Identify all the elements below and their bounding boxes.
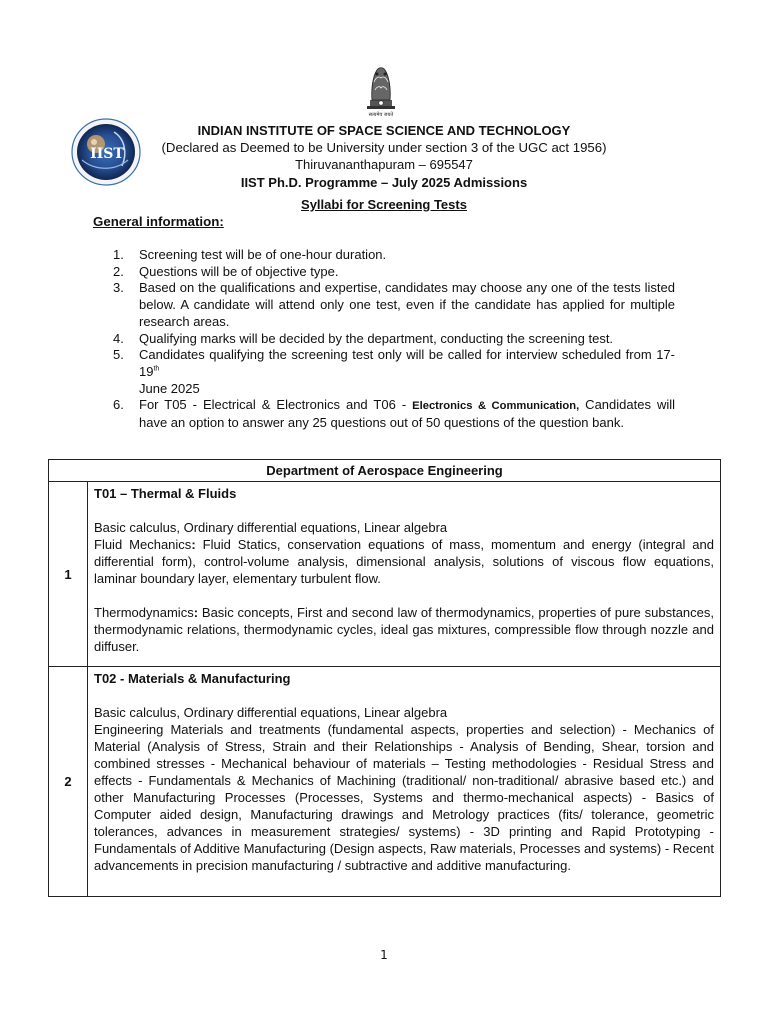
general-information-heading: General information: [93, 214, 224, 229]
thermo-colon: : [193, 605, 199, 620]
table-row [49, 482, 721, 667]
list-number: 5. [113, 347, 124, 363]
row-number: 2 [49, 667, 88, 897]
list-text: For T05 - Electrical & Electronics and T06 - [139, 397, 413, 413]
syllabus-table [48, 459, 721, 897]
programme-title: IIST Ph.D. Programme – July 2025 Admissions [240, 175, 528, 190]
list-text: Qualifying marks will be decided by the department, conducting the screening test. [139, 330, 614, 346]
list-item [113, 247, 675, 264]
department-heading: Department of Aerospace Engineering [49, 460, 721, 482]
list-item [113, 397, 675, 431]
list-item [113, 347, 675, 397]
emblem-motto: सत्यमेव जयते [368, 112, 394, 118]
table-row [49, 667, 721, 897]
materials-para: Engineering Materials and treatments (fundamental aspects, properties and selection) - Mechanics of Material (Analysis of Stress, Strain and their Relationships - Analysis of Bending, Shear, torsion and combined stresses - Mechanical behaviour of materials – Testing methodologies - Residual Stress and effects - Fundamentals & Mechanics of Machining (traditional/ non-traditional/ abrasive based etc.) and other Manufacturing Processes (Processes, Systems and thermo-mechanical aspects) - Basics of Computer aided design, Manufacturing drawings and Metrology practices (fits/ tolerance, geometric tolerances, advances in measurement strategies/ systems) - 3D printing and Rapid Prototyping - Fundamentals of Additive Manufacturing (Design aspects, Raw materials, Processes and systems) - Recent advancements in precision manufacturing / subtractive and additive manufacturing. [94, 722, 714, 873]
thermodynamics-para [94, 604, 714, 655]
list-text: Candidates qualifying the screening test only will be called for interview scheduled from 17-19 [139, 347, 675, 379]
fluid-mechanics-para [94, 536, 714, 587]
institute-address: Thiruvananthapuram – 695547 [295, 157, 473, 172]
university-declaration: (Declared as Deemed to be University under section 3 of the UGC act 1956) [161, 140, 607, 155]
list-text-cont: June 2025 [139, 380, 200, 396]
list-item [113, 280, 675, 330]
list-number: 3. [113, 280, 124, 296]
logo-lettering: IIST [90, 146, 124, 162]
thermo-label: Thermodynamics [94, 605, 194, 620]
fluid-text: Fluid Statics, conservation equations of mass, momentum and energy (integral and differential form), control-volume analysis, dimensional analysis, solutions of viscous flow equations, laminar boundary layer, elementary turbulent flow. [94, 537, 715, 586]
list-item [113, 264, 675, 281]
list-number: 6. [113, 397, 124, 413]
page-number: 1 [380, 948, 388, 962]
syllabi-heading: Syllabi for Screening Tests [301, 197, 467, 212]
test-title: T01 – Thermal & Fluids [94, 486, 237, 501]
list-number: 1. [113, 247, 124, 262]
fluid-label: Fluid Mechanics [94, 537, 192, 552]
list-text: Based on the qualifications and expertise, candidates may choose any one of the tests listed below [139, 280, 675, 313]
list-text: Screening test will be of one-hour duration. [139, 247, 387, 262]
ordinal-suffix: th [153, 365, 160, 373]
thermo-text: Basic concepts, First and second law of thermodynamics, properties of pure substances, thermodynamic relations, thermodynamic cycles, ideal gas mixtures, compressible flow through nozzle and diffuser. [94, 605, 714, 654]
list-text: Questions will be of objective type. [139, 263, 339, 279]
list-number: 2. [113, 263, 124, 279]
national-emblem-icon [361, 62, 401, 118]
row-number: 1 [49, 482, 88, 667]
fluid-colon: : [191, 537, 196, 552]
list-text-cont: Candidates will have an option to answer any 25 questions out of 50 questions of the question bank. [139, 397, 676, 431]
syllabus-cell [88, 482, 721, 667]
list-number: 4. [113, 330, 124, 346]
basic-topics: Basic calculus, Ordinary differential equations, Linear algebra [94, 705, 448, 720]
list-text-bold: Electronics & Communication, [412, 400, 580, 413]
general-information-list [113, 247, 675, 432]
syllabus-cell [88, 667, 721, 897]
list-item [113, 331, 675, 348]
list-text-cont: . A candidate will attend only one test, even if the candidate has applied for multiple research areas. [139, 297, 675, 329]
test-title: T02 - Materials & Manufacturing [94, 671, 291, 686]
basic-topics: Basic calculus, Ordinary differential equations, Linear algebra [94, 520, 448, 535]
institute-name: INDIAN INSTITUTE OF SPACE SCIENCE AND TECHNOLOGY [197, 123, 571, 138]
